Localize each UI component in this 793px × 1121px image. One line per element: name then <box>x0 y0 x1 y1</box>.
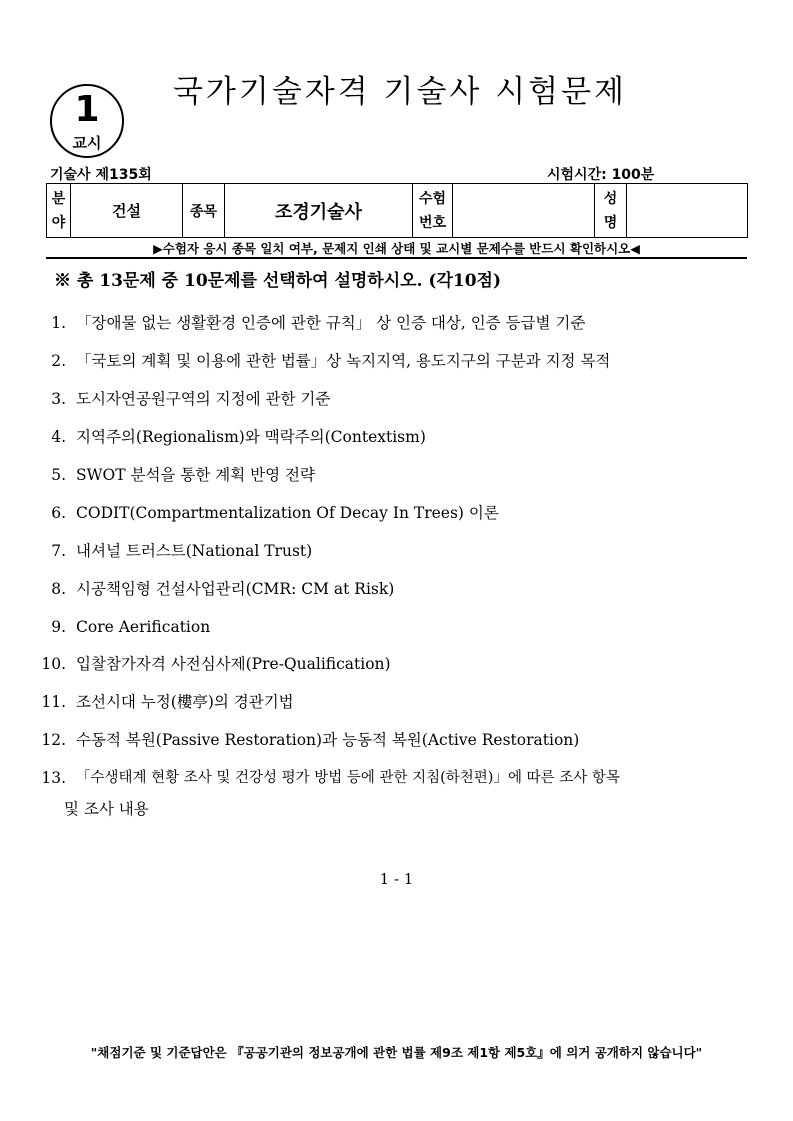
question-number: 9. <box>51 618 66 636</box>
session-label: 교시 <box>72 134 102 152</box>
question-number: 3. <box>51 390 66 408</box>
question-number: 7. <box>51 542 66 560</box>
category-value: 조경기술사 <box>225 184 413 238</box>
exam-round: 기술사 제135회 <box>50 167 152 183</box>
question-text: SWOT 분석을 통한 계획 반영 전략 <box>76 466 315 484</box>
exam-info-table <box>46 183 748 238</box>
question-number: 12. <box>41 731 66 749</box>
question-number: 10. <box>41 655 66 673</box>
question-text: 「국토의 계획 및 이용에 관한 법률」상 녹지지역, 용도지구의 구분과 지정 목적 <box>76 352 611 370</box>
page-number: 1 - 1 <box>379 870 414 888</box>
question-number: 6. <box>51 504 66 522</box>
exam-number-label: 수험 번호 <box>413 184 453 238</box>
question-text: Core Aerification <box>76 618 211 636</box>
question-text: 「장애물 없는 생활환경 인증에 관한 규칙」 상 인증 대상, 인증 등급별 기준 <box>76 314 586 332</box>
question-text: 조선시대 누정(樓亭)의 경관기법 <box>76 693 294 711</box>
instruction: ※ 총 13문제 중 10문제를 선택하여 설명하시오. (각10점) <box>54 271 502 291</box>
exam-time: 시험시간: 100분 <box>547 167 655 183</box>
name-label: 성 명 <box>595 184 627 238</box>
question-text: 수동적 복원(Passive Restoration)과 능동적 복원(Active Restoration) <box>76 731 580 749</box>
session-badge <box>50 84 124 158</box>
question-text: 「수생태계 현황 조사 및 건강성 평가 방법 등에 관한 지침(하천편)」에 따른 조사 항목 <box>76 770 620 786</box>
question-number: 8. <box>51 580 66 598</box>
question-number: 2. <box>51 352 66 370</box>
question-text: 시공책임형 건설사업관리(CMR: CM at Risk) <box>76 580 395 598</box>
question-text: 입찰참가자격 사전심사제(Pre-Qualification) <box>76 655 391 673</box>
question-number: 11. <box>41 693 66 711</box>
name-field[interactable] <box>627 184 748 238</box>
question-number: 1. <box>51 314 66 332</box>
question-text: CODIT(Compartmentalization Of Decay In Trees) 이론 <box>76 504 499 522</box>
question-number: 4. <box>51 428 66 446</box>
question-text-continuation: 및 조사 내용 <box>64 800 149 818</box>
page-title: 국가기술자격 기술사 시험문제 <box>172 74 627 110</box>
session-number: 1 <box>74 89 100 130</box>
question-number: 13. <box>41 769 66 787</box>
exam-number-field[interactable] <box>453 184 595 238</box>
question-number: 5. <box>51 466 66 484</box>
field-value: 건설 <box>71 184 183 238</box>
notice: ▶수험자 응시 종목 일치 여부, 문제지 인쇄 상태 및 교시별 문제수를 반드시 확인하시오◀ <box>153 241 640 256</box>
question-text: 도시자연공원구역의 지정에 관한 기준 <box>76 390 331 408</box>
field-label: 분 야 <box>47 184 71 238</box>
question-text: 내셔널 트러스트(National Trust) <box>76 542 313 560</box>
question-text: 지역주의(Regionalism)와 맥락주의(Contextism) <box>76 428 426 446</box>
divider <box>46 257 747 259</box>
footer-note: "채점기준 및 기준답안은 『공공기관의 정보공개에 관한 법률 제9조 제1항 제5호』에 의거 공개하지 않습니다" <box>90 1045 703 1060</box>
category-label: 종목 <box>183 184 225 238</box>
